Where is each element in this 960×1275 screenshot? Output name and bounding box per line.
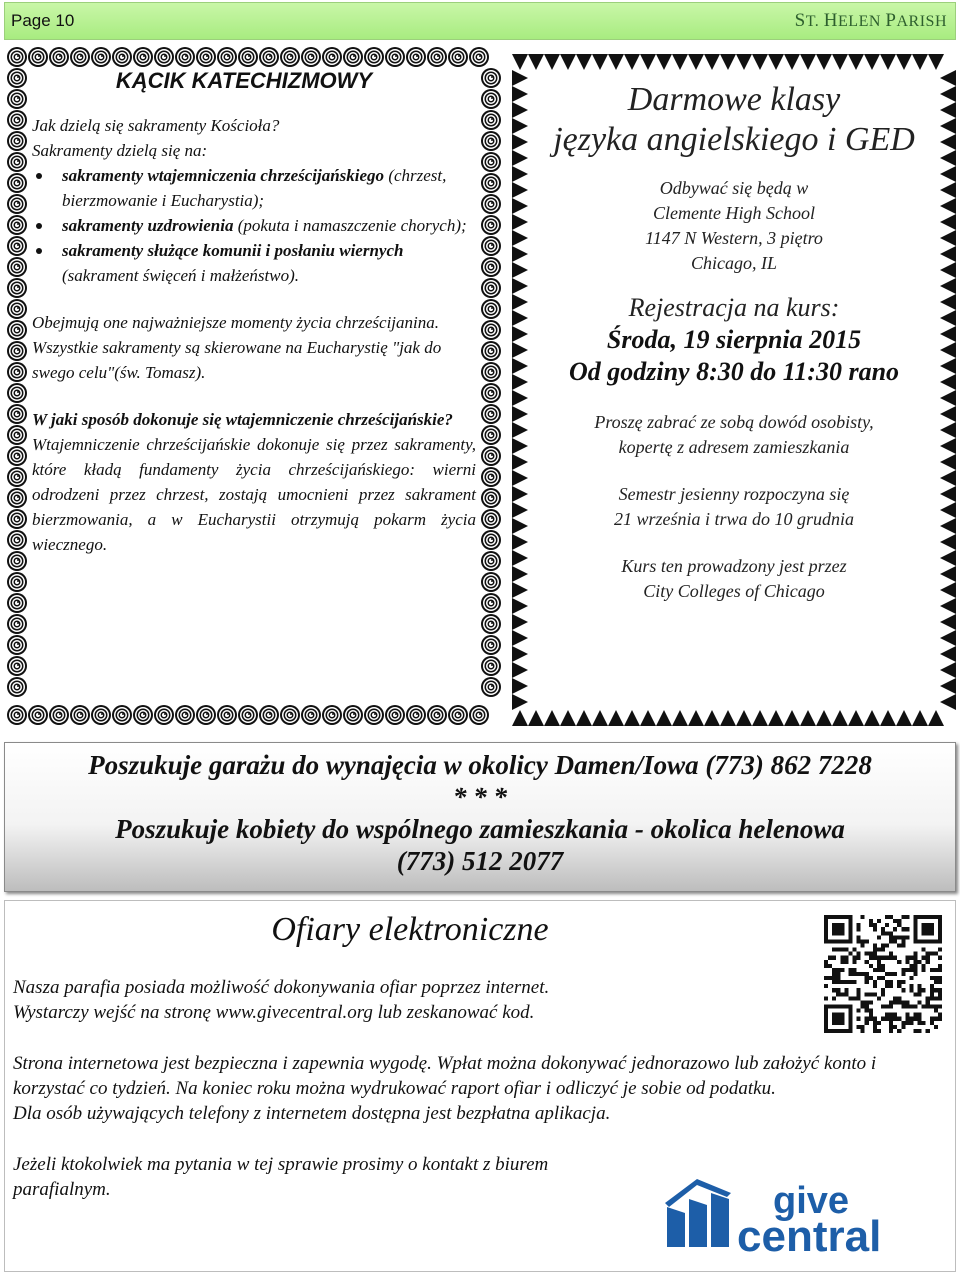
text-line: Nasza parafia posiada możliwość dokonywania ofiar poprzez internet. [13, 977, 550, 998]
parish-name: ST. HELEN PARISH [794, 10, 947, 31]
list-item: sakramenty służące komunii i posłaniu wiernych (sakrament święceń i małżeństwo). [32, 238, 476, 288]
katechizm-title: KĄCIK KATECHIZMOWY [115, 68, 373, 93]
location-line: Clemente High School [653, 203, 815, 223]
location-line: Odbywać się będą w [659, 178, 809, 198]
text-line: Wystarczy wejść na stronę www.givecentral.org lub zeskanować kod. [13, 1002, 535, 1023]
provider-note: Kurs ten prowadzony jest przez [621, 556, 847, 576]
text-line: Jeżeli ktokolwiek ma pytania w tej sprawie prosimy o kontakt z biurem parafialnym. [13, 1154, 549, 1200]
bring-note: Proszę zabrać ze sobą dowód osobisty, [594, 412, 874, 432]
registration-date: Środa, 19 sierpnia 2015 [606, 325, 862, 354]
logo-give: give [773, 1180, 850, 1222]
semester-note: 21 września i trwa do 10 grudnia [613, 509, 855, 529]
question-1: Jak dzielą się sakramenty Kościoła? [32, 116, 280, 135]
page-header [4, 2, 956, 40]
bring-note: kopertę z adresem zamieszkania [618, 437, 850, 457]
text-line: Strona internetowa jest bezpieczna i zapewnia wygodę. Wpłat można dokonywać jednorazowo lub założyć konto i korzystać co tydzień. Na koniec roku można wydrukować raport ofiar i odliczyć je sobie od podatku. [13, 1053, 877, 1099]
english-subtitle: języka angielskiego i GED [553, 121, 915, 158]
online-giving-section [4, 900, 956, 1272]
garage-ad: Poszukuje garażu do wynajęcia w okolicy Damen/Iowa (773) 862 7228 [88, 750, 872, 780]
online-giving-text [13, 975, 948, 1202]
online-giving-title: Ofiary elektroniczne [271, 911, 549, 948]
intro-text: Sakramenty dzielą się na: [32, 141, 208, 160]
givecentral-logo [663, 1173, 949, 1255]
katechizm-section [32, 68, 476, 557]
location-line: 1147 N Western, 3 piętro [645, 228, 823, 248]
text-line: Dla osób używających telefony z internetem dostępna jest bezpłatna aplikacja. [13, 1103, 611, 1124]
list-item: sakramenty wtajemniczenia chrześcijańskiego (chrzest, bierzmowanie i Eucharystia); [32, 163, 476, 213]
ad-separator: * * * [453, 782, 507, 812]
paragraph-2: Obejmują one najważniejsze momenty życia chrześcijanina. Wszystkie sakramenty są skierowane na Eucharystię "jak do swego celu"(św. Tomasz). [32, 313, 442, 382]
location-line: Chicago, IL [690, 253, 777, 273]
registration-label: Rejestracja na kurs: [628, 293, 840, 322]
question-2: W jaki sposób dokonuje się wtajemniczenie chrześcijańskie? [32, 410, 453, 429]
roommate-ad: Poszukuje kobiety do wspólnego zamieszkania - okolica helenowa [115, 814, 845, 844]
provider-note: City Colleges of Chicago [643, 581, 825, 601]
roommate-phone: (773) 512 2077 [396, 846, 564, 876]
sacrament-list [32, 163, 476, 288]
english-classes-section [534, 80, 934, 604]
page-number: Page 10 [11, 11, 75, 30]
list-item: sakramenty uzdrowienia (pokuta i namaszczenie chorych); [32, 213, 476, 238]
semester-note: Semestr jesienny rozpoczyna się [618, 484, 850, 504]
registration-time: Od godziny 8:30 do 11:30 rano [568, 357, 900, 386]
paragraph-3: Wtajemniczenie chrześcijańskie dokonuje się przez sakramenty, które kładą fundamenty życia chrześcijańskiego: wierni odrodzeni przez chrzest, zostają umocnieni przez sakrament bierzmowania, a w Eucharystii otrzymują pokarm życia wiecznego. [32, 435, 476, 554]
english-title: Darmowe klasy [627, 81, 841, 118]
classified-ads [4, 742, 956, 892]
logo-central: central [737, 1212, 882, 1255]
